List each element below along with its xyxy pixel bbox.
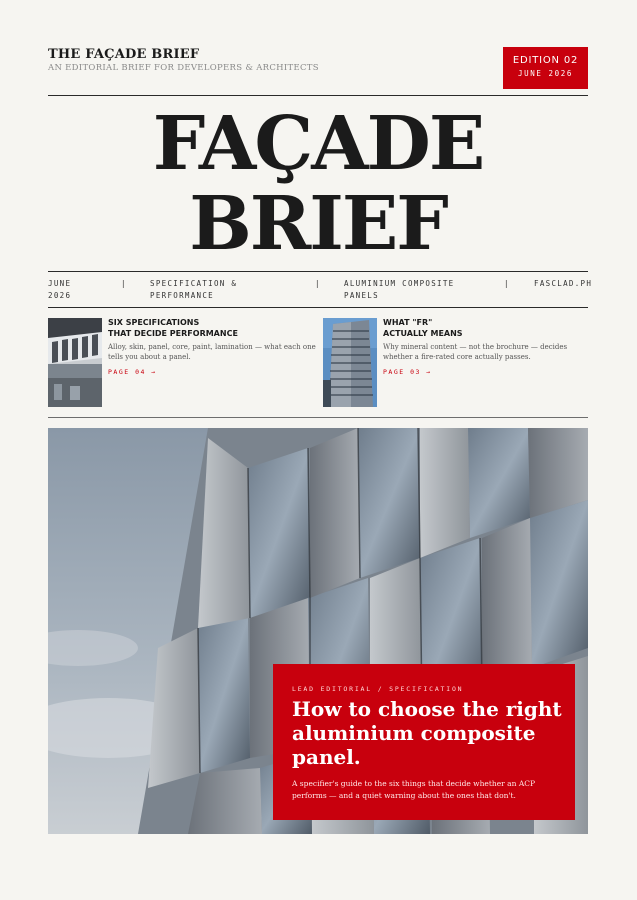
edition-badge xyxy=(503,47,588,89)
teaser-fr-meaning[interactable] xyxy=(323,318,588,408)
teaser-title-line-1: WHAT "FR" xyxy=(383,318,433,327)
teaser-bottom-divider xyxy=(48,417,588,418)
teaser-title-line-1: SIX SPECIFICATIONS xyxy=(108,318,200,327)
lead-kicker: LEAD EDITORIAL / SPECIFICATION xyxy=(292,685,464,693)
meta-bar xyxy=(48,278,593,304)
meta-separator: | xyxy=(315,279,321,288)
masthead xyxy=(48,46,588,90)
teaser-thumbnail-tower xyxy=(323,318,377,407)
teaser-thumbnail-facade xyxy=(48,318,102,407)
masthead-divider xyxy=(48,95,588,96)
teaser-specifications[interactable] xyxy=(48,318,318,408)
lead-editorial-card[interactable] xyxy=(273,664,575,820)
meta-month: JUNE xyxy=(48,279,72,288)
teaser-title xyxy=(108,318,318,339)
meta-subject-line-2: PANELS xyxy=(344,291,379,300)
meta-year: 2026 xyxy=(48,291,72,300)
title-line-1: FAÇADE xyxy=(152,101,484,187)
meta-topic-line-1: SPECIFICATION & xyxy=(150,279,238,288)
teaser-title-line-2: THAT DECIDE PERFORMANCE xyxy=(108,328,238,338)
edition-date: JUNE 2026 xyxy=(517,69,574,78)
meta-site: FASCLAD.PH xyxy=(534,279,593,288)
meta-topic-line-2: PERFORMANCE xyxy=(150,291,214,300)
page-title xyxy=(48,101,588,267)
teaser-title-line-2: ACTUALLY MEANS xyxy=(383,328,463,338)
teaser-page-link[interactable]: PAGE 03 → xyxy=(383,368,432,376)
lead-headline: How to choose the right aluminium composite panel. xyxy=(292,697,562,769)
edition-number: EDITION 02 xyxy=(512,55,579,66)
meta-separator: | xyxy=(121,279,127,288)
teaser-title xyxy=(383,318,593,339)
teaser-description: Why mineral content — not the brochure — decides whether a fire-rated core actually passes. xyxy=(383,343,568,361)
meta-top-divider xyxy=(48,271,588,272)
title-line-2: BRIEF xyxy=(189,181,447,267)
brand-name: THE FAÇADE BRIEF xyxy=(48,47,200,62)
brand-tagline: AN EDITORIAL BRIEF FOR DEVELOPERS & ARCHITECTS xyxy=(48,63,319,73)
teaser-page-link[interactable]: PAGE 04 → xyxy=(108,368,157,376)
teaser-description: Alloy, skin, panel, core, paint, lamination — what each one tells you about a panel. xyxy=(108,343,316,361)
meta-bottom-divider xyxy=(48,307,588,308)
meta-subject-line-1: ALUMINIUM COMPOSITE xyxy=(344,279,455,288)
lead-standfirst: A specifier's guide to the six things that decide whether an ACP performs — and a quiet warning about the ones that don't. xyxy=(292,779,536,800)
meta-separator: | xyxy=(504,279,510,288)
